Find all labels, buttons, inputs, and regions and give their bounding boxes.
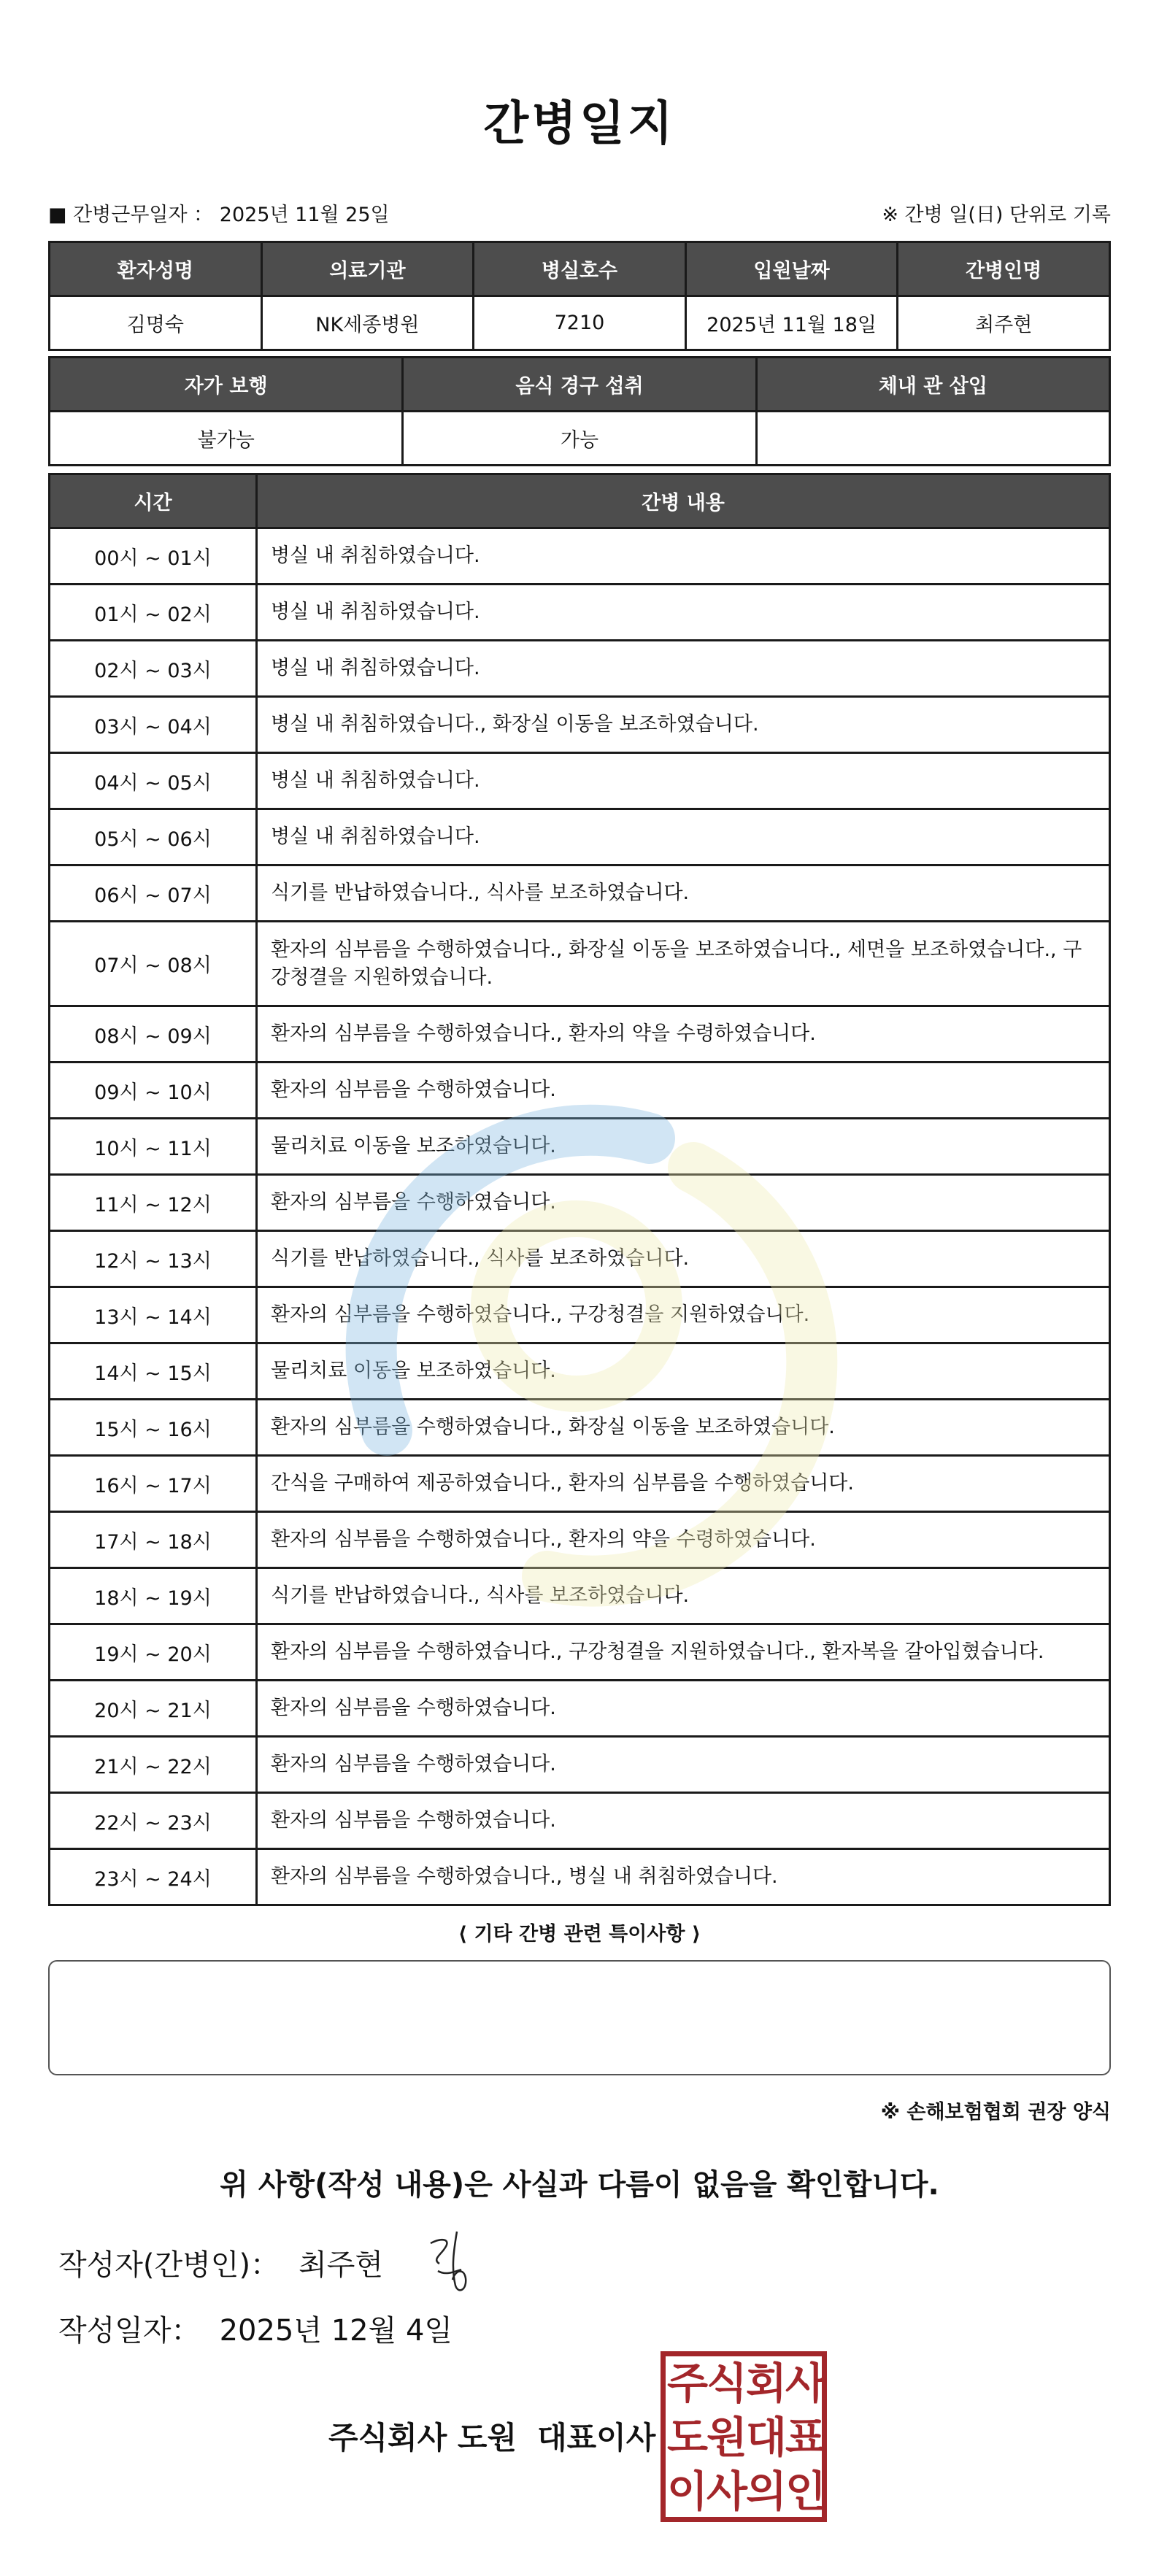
admission-date: 2025년 11월 18일 xyxy=(685,296,898,350)
log-time: 15시 ~ 16시 xyxy=(50,1400,257,1456)
header-hospital: 의료기관 xyxy=(261,242,474,296)
log-content: 병실 내 취침하였습니다. xyxy=(257,809,1110,865)
write-date-label: 작성일자： xyxy=(58,2314,201,2348)
tube-insertion xyxy=(756,412,1109,466)
log-time: 21시 ~ 22시 xyxy=(50,1737,257,1793)
table-row xyxy=(50,1568,1110,1624)
header-self-walking: 자가 보행 xyxy=(50,358,403,412)
table-row xyxy=(50,1681,1110,1737)
log-content: 환자의 심부름을 수행하였습니다., 구강청결을 지원하였습니다. xyxy=(257,1287,1110,1343)
log-time: 23시 ~ 24시 xyxy=(50,1849,257,1905)
log-content: 병실 내 취침하였습니다. xyxy=(257,528,1110,585)
log-time: 03시 ~ 04시 xyxy=(50,697,257,753)
log-time: 12시 ~ 13시 xyxy=(50,1231,257,1287)
table-row xyxy=(50,1793,1110,1849)
log-content: 식기를 반납하였습니다., 식사를 보조하였습니다. xyxy=(257,1568,1110,1624)
log-time: 19시 ~ 20시 xyxy=(50,1624,257,1681)
patient-status-table xyxy=(48,356,1111,466)
seal-char: 인 xyxy=(785,2467,827,2516)
log-content: 병실 내 취침하였습니다. xyxy=(257,641,1110,697)
signature-mark xyxy=(423,2227,482,2300)
log-content: 병실 내 취침하였습니다. xyxy=(257,585,1110,641)
log-time: 16시 ~ 17시 xyxy=(50,1456,257,1512)
seal-char: 의 xyxy=(746,2467,788,2516)
log-content: 환자의 심부름을 수행하였습니다. xyxy=(257,1063,1110,1119)
log-time: 02시 ~ 03시 xyxy=(50,641,257,697)
log-time: 05시 ~ 06시 xyxy=(50,809,257,865)
company-seal xyxy=(661,2351,827,2522)
self-walking: 불가능 xyxy=(50,412,403,466)
header-admission-date: 입원날짜 xyxy=(685,242,898,296)
log-time: 01시 ~ 02시 xyxy=(50,585,257,641)
write-date-value: 2025년 12월 4일 xyxy=(219,2314,453,2348)
log-time: 22시 ~ 23시 xyxy=(50,1793,257,1849)
log-content: 환자의 심부름을 수행하였습니다. xyxy=(257,1737,1110,1793)
work-date-label: ■ 간병근무일자 ： xyxy=(48,204,214,226)
log-time: 04시 ~ 05시 xyxy=(50,753,257,809)
room-number: 7210 xyxy=(474,296,686,350)
log-content: 식기를 반납하였습니다., 식사를 보조하였습니다. xyxy=(257,865,1110,922)
header-caregiver-name: 간병인명 xyxy=(898,242,1110,296)
seal-char: 사 xyxy=(785,2359,827,2408)
log-content: 병실 내 취침하였습니다., 화장실 이동을 보조하였습니다. xyxy=(257,697,1110,753)
writer-name: 최주현 xyxy=(299,2248,383,2282)
log-time: 07시 ~ 08시 xyxy=(50,922,257,1006)
etc-notes-box xyxy=(48,1960,1111,2075)
hospital: NK세종병원 xyxy=(261,296,474,350)
seal-char: 주 xyxy=(667,2359,709,2408)
log-content: 환자의 심부름을 수행하였습니다. xyxy=(257,1681,1110,1737)
log-content: 환자의 심부름을 수행하였습니다., 환자의 약을 수령하였습니다. xyxy=(257,1006,1110,1063)
seal-char: 이 xyxy=(667,2467,709,2516)
header-room-number: 병실호수 xyxy=(474,242,686,296)
seal-char: 대 xyxy=(746,2413,788,2462)
table-row xyxy=(50,1624,1110,1681)
work-date xyxy=(48,198,390,227)
company-rep: 대표이사 xyxy=(537,2420,656,2456)
table-row xyxy=(50,809,1110,865)
table-row xyxy=(50,1512,1110,1568)
log-content: 환자의 심부름을 수행하였습니다. xyxy=(257,1175,1110,1231)
write-date-line xyxy=(58,2307,453,2349)
table-row xyxy=(50,1400,1110,1456)
table-row xyxy=(50,1119,1110,1175)
log-time: 09시 ~ 10시 xyxy=(50,1063,257,1119)
log-content: 환자의 심부름을 수행하였습니다., 병실 내 취침하였습니다. xyxy=(257,1849,1110,1905)
log-content: 환자의 심부름을 수행하였습니다., 화장실 이동을 보조하였습니다., 세면을 보조하였습니다., 구강청결을 지원하였습니다. xyxy=(257,922,1110,1006)
caregiver-name: 최주현 xyxy=(898,296,1110,350)
company-name: 주식회사 도원 xyxy=(328,2420,517,2456)
log-content: 물리치료 이동을 보조하였습니다. xyxy=(257,1119,1110,1175)
table-row xyxy=(50,865,1110,922)
log-time: 00시 ~ 01시 xyxy=(50,528,257,585)
writer-line xyxy=(58,2242,383,2283)
oral-intake: 가능 xyxy=(403,412,756,466)
log-time: 20시 ~ 21시 xyxy=(50,1681,257,1737)
log-time: 08시 ~ 09시 xyxy=(50,1006,257,1063)
seal-char: 표 xyxy=(785,2413,827,2462)
confirmation-statement: 위 사항(작성 내용)은 사실과 다름이 없음을 확인합니다. xyxy=(220,2168,939,2202)
table-row xyxy=(50,753,1110,809)
log-time: 11시 ~ 12시 xyxy=(50,1175,257,1231)
log-time: 18시 ~ 19시 xyxy=(50,1568,257,1624)
seal-char: 식 xyxy=(706,2359,748,2408)
log-time: 13시 ~ 14시 xyxy=(50,1287,257,1343)
header-tube-insertion: 체내 관 삽입 xyxy=(756,358,1109,412)
work-date-value: 2025년 11월 25일 xyxy=(219,204,390,226)
log-content: 식기를 반납하였습니다., 식사를 보조하였습니다. xyxy=(257,1231,1110,1287)
header-patient-name: 환자성명 xyxy=(50,242,262,296)
writer-label: 작성자(간병인)： xyxy=(58,2248,280,2282)
etc-notes-label: ⟨ 기타 간병 관련 특이사항 ⟩ xyxy=(458,1923,701,1946)
log-time: 10시 ~ 11시 xyxy=(50,1119,257,1175)
table-row xyxy=(50,641,1110,697)
seal-char: 원 xyxy=(706,2413,748,2462)
log-time: 06시 ~ 07시 xyxy=(50,865,257,922)
header-time: 시간 xyxy=(50,474,257,528)
table-row xyxy=(50,1006,1110,1063)
log-content: 병실 내 취침하였습니다. xyxy=(257,753,1110,809)
table-row xyxy=(50,1456,1110,1512)
table-row xyxy=(50,1175,1110,1231)
table-row xyxy=(50,922,1110,1006)
table-row xyxy=(50,1063,1110,1119)
table-row xyxy=(50,585,1110,641)
table-row xyxy=(50,1343,1110,1400)
patient-info-table xyxy=(48,241,1111,351)
log-content: 환자의 심부름을 수행하였습니다., 화장실 이동을 보조하였습니다. xyxy=(257,1400,1110,1456)
header-oral-intake: 음식 경구 섭취 xyxy=(403,358,756,412)
log-content: 물리치료 이동을 보조하였습니다. xyxy=(257,1343,1110,1400)
log-content: 환자의 심부름을 수행하였습니다., 구강청결을 지원하였습니다., 환자복을 갈아입혔습니다. xyxy=(257,1624,1110,1681)
meta-row xyxy=(48,198,1111,228)
table-row xyxy=(50,528,1110,585)
table-row xyxy=(50,1231,1110,1287)
log-content: 간식을 구매하여 제공하였습니다., 환자의 심부름을 수행하였습니다. xyxy=(257,1456,1110,1512)
log-content: 환자의 심부름을 수행하였습니다., 환자의 약을 수령하였습니다. xyxy=(257,1512,1110,1568)
table-row xyxy=(50,1737,1110,1793)
care-log-table xyxy=(48,473,1111,1906)
table-row xyxy=(50,1849,1110,1905)
log-time: 14시 ~ 15시 xyxy=(50,1343,257,1400)
page-title: 간병일지 xyxy=(483,97,676,151)
record-note: ※ 간병 일(日) 단위로 기록 xyxy=(882,204,1111,226)
company-line xyxy=(328,2414,655,2458)
log-time: 17시 ~ 18시 xyxy=(50,1512,257,1568)
seal-char: 회 xyxy=(746,2359,788,2408)
log-content: 환자의 심부름을 수행하였습니다. xyxy=(257,1793,1110,1849)
header-care-content: 간병 내용 xyxy=(257,474,1110,528)
table-row xyxy=(50,697,1110,753)
patient-name: 김명숙 xyxy=(50,296,262,350)
recommend-note: ※ 손해보험협회 권장 양식 xyxy=(880,2101,1111,2124)
seal-char: 도 xyxy=(667,2413,709,2462)
table-row xyxy=(50,1287,1110,1343)
seal-char: 사 xyxy=(706,2467,748,2516)
